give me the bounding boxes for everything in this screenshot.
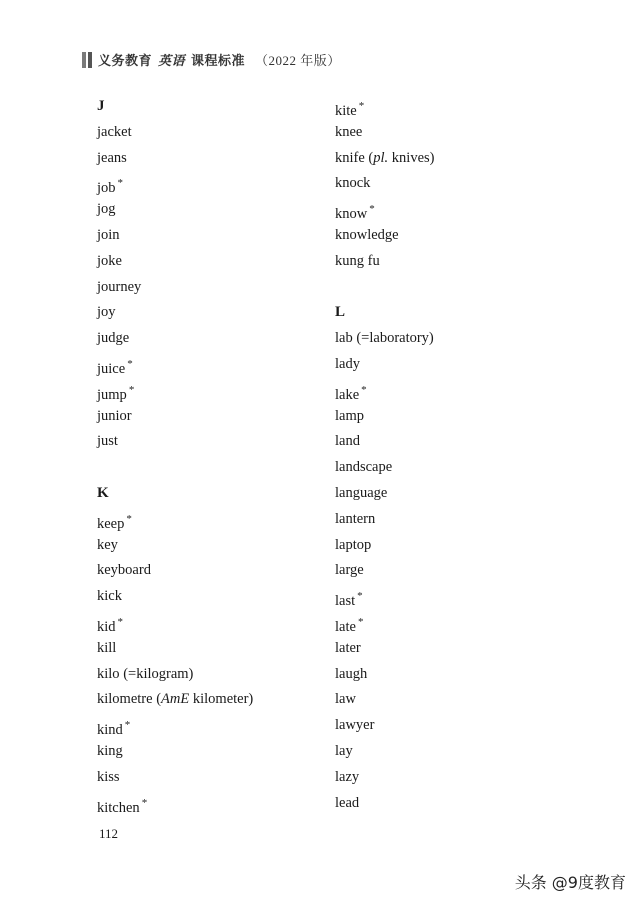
word-text: language xyxy=(335,484,388,501)
word-entry xyxy=(335,533,434,559)
word-entry xyxy=(335,171,434,197)
word-text: kitchen xyxy=(97,799,140,816)
word-text: late xyxy=(335,618,356,635)
section-letter xyxy=(335,300,434,326)
word-entry xyxy=(335,429,434,455)
word-entry xyxy=(97,791,253,817)
word-text: kilo xyxy=(97,665,120,682)
word-text: later xyxy=(335,639,361,656)
word-text: jog xyxy=(97,201,116,218)
header-bars-icon xyxy=(82,52,92,68)
word-text: kilometre xyxy=(97,691,153,708)
asterisk-mark: * xyxy=(369,203,375,216)
asterisk-mark: * xyxy=(357,615,364,628)
word-text: job xyxy=(97,180,116,197)
word-text: lantern xyxy=(335,510,376,527)
word-text: king xyxy=(97,742,123,759)
word-text: knife xyxy=(335,149,365,166)
word-note-prefix: ( xyxy=(364,149,374,166)
word-entry xyxy=(335,662,434,688)
asterisk-mark: * xyxy=(117,615,124,628)
header-edition: （2022 年版） xyxy=(255,53,341,68)
section-spacer xyxy=(335,275,434,301)
word-entry xyxy=(97,533,253,559)
word-text: joke xyxy=(97,252,122,269)
word-text: lab xyxy=(335,330,353,347)
word-note-italic: pl. xyxy=(373,149,389,166)
watermark: 头条 @9度教育 xyxy=(514,873,626,892)
word-entry xyxy=(97,326,253,352)
word-text: lamp xyxy=(335,407,364,424)
word-text: kite xyxy=(335,103,357,119)
word-entry xyxy=(335,352,434,378)
asterisk-mark: * xyxy=(128,383,135,396)
word-entry xyxy=(335,94,434,120)
word-text: lazy xyxy=(335,768,360,785)
word-text: land xyxy=(335,433,360,450)
asterisk-mark: * xyxy=(361,383,367,396)
word-text: kung fu xyxy=(335,252,380,269)
word-list-left-column xyxy=(97,94,253,816)
word-text: knock xyxy=(335,175,371,192)
asterisk-mark: * xyxy=(117,177,124,190)
asterisk-mark: * xyxy=(127,357,133,370)
word-entry xyxy=(97,558,253,584)
word-entry xyxy=(97,249,253,275)
word-entry xyxy=(97,610,253,636)
word-entry xyxy=(335,146,434,172)
word-text: know xyxy=(335,206,368,223)
word-note-italic: AmE xyxy=(161,691,190,708)
word-entry xyxy=(335,120,434,146)
word-text: keep xyxy=(97,515,125,532)
word-entry xyxy=(97,300,253,326)
asterisk-mark: * xyxy=(126,512,132,525)
word-entry xyxy=(97,352,253,378)
word-text: journey xyxy=(97,278,142,295)
word-note: kilometer) xyxy=(189,691,254,708)
word-text: laugh xyxy=(335,665,368,682)
word-text: laptop xyxy=(335,536,372,553)
word-text: joy xyxy=(97,304,116,321)
asterisk-mark: * xyxy=(141,796,148,809)
word-text: join xyxy=(97,226,120,243)
word-text: judge xyxy=(97,330,130,347)
section-spacer xyxy=(97,455,253,481)
word-text: jump xyxy=(97,386,127,403)
word-text: landscape xyxy=(335,459,393,476)
word-text: kick xyxy=(97,588,122,605)
asterisk-mark: * xyxy=(358,100,365,112)
word-entry xyxy=(97,197,253,223)
word-entry xyxy=(335,584,434,610)
page-number: 112 xyxy=(99,826,119,841)
word-note: (=laboratory) xyxy=(352,330,434,347)
word-entry xyxy=(97,275,253,301)
header-title: 义务教育 xyxy=(98,53,153,68)
running-header xyxy=(82,50,341,69)
word-note: (=kilogram) xyxy=(119,665,194,682)
asterisk-mark: * xyxy=(357,590,363,603)
word-entry xyxy=(335,481,434,507)
word-entry xyxy=(335,326,434,352)
word-entry xyxy=(97,223,253,249)
word-text: jeans xyxy=(97,149,127,166)
word-entry xyxy=(97,404,253,430)
word-list-right-column xyxy=(335,94,434,816)
word-entry xyxy=(335,378,434,404)
word-entry xyxy=(97,662,253,688)
word-entry xyxy=(97,687,253,713)
word-text: junior xyxy=(97,407,132,424)
word-text: knowledge xyxy=(335,226,399,243)
word-note: knives) xyxy=(388,149,435,166)
word-entry xyxy=(97,507,253,533)
word-entry xyxy=(335,636,434,662)
word-entry xyxy=(97,636,253,662)
word-entry xyxy=(335,739,434,765)
word-entry xyxy=(97,765,253,791)
word-entry xyxy=(335,791,434,817)
word-entry xyxy=(335,765,434,791)
word-entry xyxy=(97,171,253,197)
word-text: last xyxy=(335,593,356,610)
word-text: lead xyxy=(335,794,360,811)
word-entry xyxy=(97,713,253,739)
word-entry xyxy=(335,713,434,739)
word-text: lady xyxy=(335,355,360,372)
word-text: key xyxy=(97,536,118,553)
word-entry xyxy=(335,687,434,713)
word-text: just xyxy=(97,433,118,450)
word-entry xyxy=(97,120,253,146)
word-entry xyxy=(97,739,253,765)
word-text: kill xyxy=(97,639,117,656)
word-entry xyxy=(335,404,434,430)
word-text: keyboard xyxy=(97,562,151,579)
word-text: kiss xyxy=(97,768,120,785)
word-text: J xyxy=(97,98,105,114)
section-letter xyxy=(97,94,253,120)
word-text: kid xyxy=(97,618,116,635)
header-standard: 课程标准 xyxy=(191,53,246,68)
word-text: K xyxy=(97,484,109,501)
word-entry xyxy=(97,146,253,172)
word-entry xyxy=(335,455,434,481)
section-letter xyxy=(97,481,253,507)
word-text: lawyer xyxy=(335,717,375,734)
word-entry xyxy=(335,558,434,584)
word-entry xyxy=(335,197,434,223)
word-text: L xyxy=(335,304,346,321)
word-entry xyxy=(97,584,253,610)
word-text: jacket xyxy=(97,123,132,140)
word-text: juice xyxy=(97,360,126,377)
word-text: large xyxy=(335,562,364,579)
word-entry xyxy=(335,610,434,636)
word-entry xyxy=(335,223,434,249)
word-text: law xyxy=(335,691,356,708)
word-entry xyxy=(97,429,253,455)
word-entry xyxy=(335,507,434,533)
word-text: lay xyxy=(335,742,353,759)
word-entry xyxy=(335,249,434,275)
header-subject: 英语 xyxy=(158,53,186,68)
word-text: knee xyxy=(335,123,363,140)
word-entry xyxy=(97,378,253,404)
word-note-prefix: ( xyxy=(152,691,162,708)
asterisk-mark: * xyxy=(124,719,131,732)
word-text: lake xyxy=(335,386,360,403)
word-text: kind xyxy=(97,722,123,739)
